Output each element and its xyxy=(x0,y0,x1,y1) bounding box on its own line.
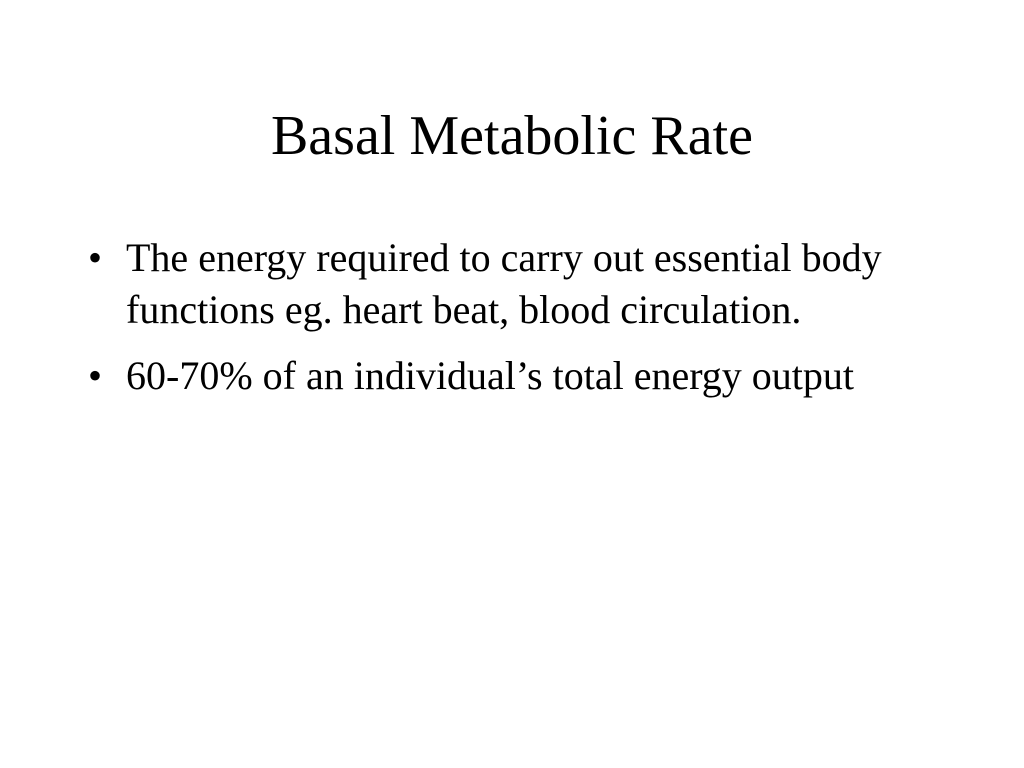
bullet-text-2: 60-70% of an individual’s total energy output xyxy=(126,353,855,398)
bullet-icon: • xyxy=(88,353,103,398)
slide-title: Basal Metabolic Rate xyxy=(270,105,754,167)
bullet-text-1: The energy required to carry out essential body functions eg. heart beat, blood circulation. xyxy=(126,235,882,332)
bullet-list xyxy=(80,232,910,416)
bullet-item-2 xyxy=(80,350,910,402)
bullet-item-1 xyxy=(80,232,910,336)
bullet-icon: • xyxy=(88,235,103,280)
